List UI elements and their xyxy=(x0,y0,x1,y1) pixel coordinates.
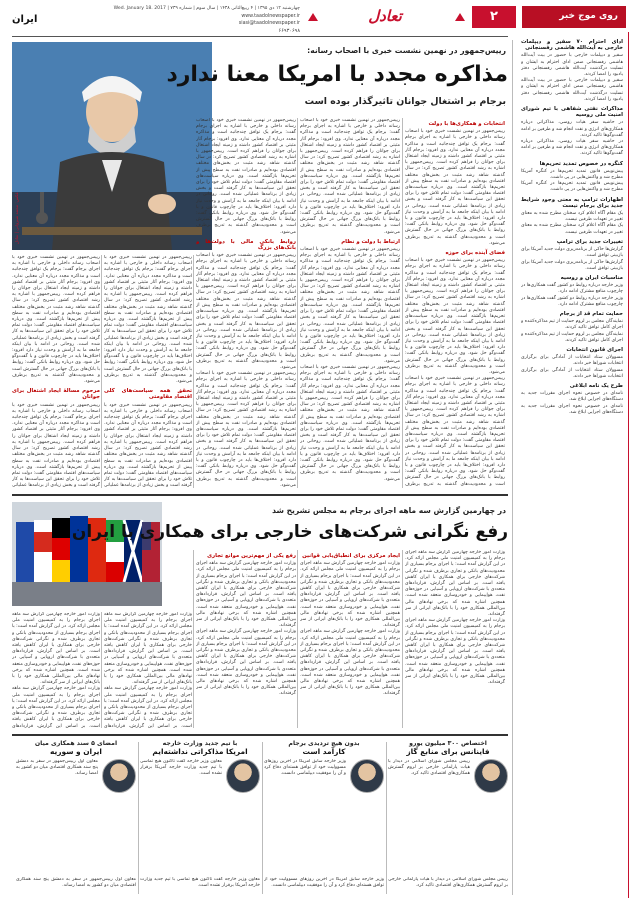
sidebar-item-title: کنگره در خصوص تمدید تحریم‌ها xyxy=(539,160,623,167)
sidebar-item-title: اجرای قانون انتخابات xyxy=(566,346,623,353)
second-title: رفع نگرانی شرکت‌های خارجی برای همکاری با ایران xyxy=(71,522,508,542)
header-rule xyxy=(12,36,508,37)
profile-kicker: بدون هیچ تردیدی برجام xyxy=(288,740,360,747)
sidebar-item-body: پیش‌نویس قانون تمدید تحریم‌ها در کنگره آمریکا مطرح شد و واکنش‌هایی در پی داشت. xyxy=(521,168,623,181)
lead-subhead: فضای آینده برای حوزه xyxy=(445,250,505,257)
second-column-4 xyxy=(104,612,192,728)
profile-body: معاون وزیر خارجه گفت تاکنون هیچ تماسی با تیم جدید وزارت خارجه آمریکا برقرار نشده است. xyxy=(140,759,222,777)
sidebar xyxy=(517,32,629,898)
second-body: وزارت امور خارجه چهارمین گزارش سه ماهه اجرای برجام را به کمیسیون امنیت ملی مجلس ارائه کرد. در این گزارش آمده است: با اجرای برجام بسیاری از محدودیت‌های بانکی و تجاری برطرف شده و نگرانی شرکت‌های خارجی برای همکاری با ایران کاهش یافته است. بر اساس این گزارش، قراردادهای متعددی با شرکت‌های اروپایی و آسیایی در حوزه‌های نفت، هواپیمایی و خودروسازی منعقد شده است. همچنین اشاره شده که برخی نهادهای مالی بین‌المللی همکاری خود را با بانک‌های ایرانی از سر گرفته‌اند. xyxy=(405,618,505,686)
profile-card xyxy=(16,740,136,896)
sidebar-item-title: مناسبات ایران و روسیه xyxy=(560,274,623,281)
sidebar-item-body: نامه‌ای در خصوص نحوه اجرای مقررات جدید به دستگاه‌های اجرایی ابلاغ شد. xyxy=(521,391,623,403)
section-rule xyxy=(12,494,508,496)
lead-subhead: روابط بانکی مالی با دولت‌ها و بانک‌های بزرگ xyxy=(196,238,296,252)
lead-subhead: مرحوم مسالهٔ ایجاد اشتغال برای جوانان xyxy=(12,388,100,401)
lead-subhead: انتخابات و همکاری‌ها با دولت xyxy=(428,121,505,127)
col-rule xyxy=(101,255,102,488)
lead-column-2 xyxy=(300,118,400,488)
sidebar-item-title: طرح یک نامه ابلاغی xyxy=(569,382,623,389)
flags-photo xyxy=(12,502,162,606)
sidebar-item-body: نامه‌ای در خصوص نحوه اجرای مقررات جدید به دستگاه‌های اجرایی ابلاغ شد. xyxy=(521,403,623,415)
profile-kicker: امضای ۵ سند همکاری میان xyxy=(34,740,118,747)
sidebar-item-body: گزارش‌ها حاکی از برنامه‌ریزی دولت جدید آمریکا برای بازبینی توافق است. xyxy=(521,247,623,259)
lead-body: رییس‌جمهور در نهمین نشست خبری خود با اصحاب رسانه داخلی و خارجی با اشاره به اجرای برجام گفت: برجام یک توافق چندجانبه است و مذاکره مجدد درباره آن معنایی ندارد. وی افزود: برجام آثار مثبتی بر اقتصاد کشور داشته و زمینه ایجاد اشتغال برای جوانان را فراهم کرده است. رییس‌جمهور با اشاره به رشد اقتصادی کشور تصریح کرد: در سال گذشته شاهد رشد مثبت در بخش‌های مختلف اقتصادی بوده‌ایم و صادرات نفت به سطح پیش از تحریم‌ها بازگشته است. وی درباره سیاست‌های اقتصاد مقاومتی گفت: دولت تمام تلاش خود را برای تحقق این سیاست‌ها به کار گرفته است و بخش زیادی از برنامه‌ها عملیاتی xyxy=(12,402,100,488)
col-rule xyxy=(262,742,263,894)
sidebar-label-box xyxy=(522,6,626,28)
second-column-1 xyxy=(405,550,505,728)
website: www.taadolnewspaper.ir xyxy=(241,14,300,19)
col-rule xyxy=(193,550,194,728)
sidebar-label: روی موج خبر xyxy=(559,11,618,21)
lead-body: رییس‌جمهور در نهمین نشست خبری خود با اصحاب رسانه داخلی و خارجی با اشاره به اجرای برجام گفت: برجام یک توافق چندجانبه است و مذاکره مجدد درباره آن معنایی ندارد. وی افزود: برجام آثار مثبتی بر اقتصاد کشور داشته و زمینه ایجاد اشتغال برای جوانان را فراهم کرده است. رییس‌جمهور با اشاره به رشد اقتصادی کشور تصریح کرد: در سال گذشته شاهد رشد مثبت در بخش‌های مختلف اقتصادی بوده‌ایم و صادرات نفت به سطح پیش از تحریم‌ها بازگشته است. وی درباره سیاست‌های اقتصاد مقاومتی گفت: دولت تمام تلاش خود را برای تحقق این سیاست‌ها به کار گرفته است و بخش زیادی از برنامه‌ها عملیاتی شده است. روحانی در ادامه با بیان اینکه جامعه ما به آرامش و وحدت نیاز دارد افزود: اختلاف‌ها باید در چارچوب قانون و با گفت‌وگو حل شود. وی درباره روابط بانکی گفت: روابط با بانک‌های بزرگ جهانی در حال گسترش است و محدودیت‌های گذشته به تدریج برطرف می‌شود. xyxy=(300,247,400,364)
sidebar-item-body: گزارش‌ها حاکی از برنامه‌ریزی دولت جدید آمریکا برای بازبینی توافق است. xyxy=(521,259,623,271)
lead-body: رییس‌جمهور در نهمین نشست خبری خود با اصحاب رسانه داخلی و خارجی با اشاره به اجرای برجام گفت: برجام یک توافق چندجانبه است و مذاکره مجدد درباره آن معنایی ندارد. وی افزود: برجام آثار مثبتی بر اقتصاد کشور داشته و زمینه ایجاد اشتغال برای جوانان را فراهم کرده است. رییس‌جمهور با اشاره به رشد اقتصادی کشور تصریح کرد: در سال گذشته شاهد رشد مثبت در بخش‌های مختلف اقتصادی بوده‌ایم و صادرات نفت به سطح پیش از تحریم‌ها بازگشته است. وی درباره سیاست‌های اقتصاد مقاومتی گفت: دولت تمام تلاش خود را برای تحقق این سیاست‌ها به کار گرفته است و بخش زیادی از برنامه‌ها عملیاتی شده است. روحانی در ادامه با بیان اینکه جامعه ما به آرامش و وحدت نیاز دارد افزود: اختلاف‌ها باید در چارچوب قانون و با گفت‌وگو حل شود. وی درباره روابط بانکی گفت: روابط با بانک‌های بزرگ جهانی در حال گسترش است و محدودیت‌های گذشته به تدریج برطرف می‌شود. xyxy=(196,118,296,235)
second-body: وزارت امور خارجه چهارمین گزارش سه ماهه اجرای برجام را به کمیسیون امنیت ملی مجلس ارائه کرد. در این گزارش آمده است: با اجرای برجام بسیاری از محدودیت‌های بانکی و تجاری برطرف شده و نگرانی شرکت‌های خارجی برای همکاری با ایران کاهش یافته است. بر اساس این گزارش، قراردادهای xyxy=(104,686,192,728)
second-column-2 xyxy=(300,550,400,728)
logo-text: تعادل xyxy=(368,7,402,25)
lead-column-3 xyxy=(196,118,296,488)
profile-kicker: با تیم جدید وزارت خارجه xyxy=(162,740,238,747)
profile-card xyxy=(388,740,508,896)
newspaper-logo xyxy=(330,6,440,30)
phone: ۶۶۹۳۰۶۹۸ xyxy=(278,28,300,34)
col-rule xyxy=(402,118,403,488)
lead-subhead: تحقق همه سیاست‌های کلی اقتصاد مقاومتی xyxy=(104,388,192,401)
lead-column-5 xyxy=(12,255,100,488)
profile-body: وزیر خارجه سابق آمریکا در آخرین روزهای مسوولیت خود از توافق هسته‌ای دفاع کرد و آن را موفقیت دیپلماسی دانست. xyxy=(264,759,346,777)
second-subhead: رفع یکی از مهم‌ترین موانع تجاری xyxy=(207,553,296,559)
profile-title: فاینانس برای منابع گاز xyxy=(406,747,490,756)
lead-body: رییس‌جمهور در نهمین نشست خبری خود با اصحاب رسانه داخلی و خارجی با اشاره به اجرای برجام گفت: برجام یک توافق چندجانبه است و مذاکره مجدد درباره آن معنایی ندارد. وی افزود: برجام آثار مثبتی بر اقتصاد کشور داشته و زمینه ایجاد اشتغال برای جوانان را فراهم کرده است. رییس‌جمهور با اشاره به رشد اقتصادی کشور تصریح کرد: در سال گذشته شاهد رشد مثبت در بخش‌های مختلف اقتصادی بوده‌ایم و صادرات نفت به سطح پیش از تحریم‌ها بازگشته است. وی درباره سیاست‌های اقتصاد مقاومتی گفت: دولت تمام تلاش خود را برای تحقق این سیاست‌ها به کار گرفته است و بخش زیادی از برنامه‌ها عملیاتی شده است. روحانی در ادامه با بیان اینکه جامعه ما به آرامش و وحدت نیاز دارد افزود: اختلاف‌ها باید در چارچوب قانون و با گفت‌وگو حل شود. وی درباره روابط بانکی گفت: روابط با بانک‌های بزرگ جهانی در حال گسترش است و محدودیت‌های گذشته به تدریج برطرف می‌شود. xyxy=(12,255,100,385)
profile-body: معاون وزیر خارجه گفت تاکنون هیچ تماسی با تیم جدید وزارت خارجه آمریکا برقرار نشده است. xyxy=(140,877,260,889)
section-name: ایران xyxy=(12,14,38,25)
lead-kicker: رییس‌جمهور در نهمین نشست خبری با اصحاب رسانه: xyxy=(307,46,506,55)
col-rule xyxy=(193,255,194,488)
logo-mark-icon xyxy=(308,13,318,21)
second-body: وزارت امور خارجه چهارمین گزارش سه ماهه اجرای برجام را به کمیسیون امنیت ملی مجلس ارائه کرد. در این گزارش آمده است: با اجرای برجام بسیاری از محدودیت‌های بانکی و تجاری برطرف شده و نگرانی شرکت‌های خارجی برای همکاری با ایران کاهش یافته است. بر اساس این گزارش، قراردادهای متعددی با شرکت‌های اروپایی و آسیایی در حوزه‌های نفت، هواپیمایی و خودروسازی منعقد شده است. همچنین اشاره شده که برخی نهادهای مالی بین‌المللی همکاری خود را با بانک‌های ایرانی از سر گرفته‌اند. xyxy=(196,561,296,629)
profile-title: امریکا مذاکراتی نداشته‌ایم xyxy=(152,747,248,756)
lead-body: رییس‌جمهور در نهمین نشست خبری خود با اصحاب رسانه داخلی و خارجی با اشاره به اجرای برجام گفت: برجام یک توافق چندجانبه است و مذاکره مجدد درباره آن معنایی ندارد. وی افزود: برجام آثار مثبتی بر اقتصاد کشور داشته و زمینه ایجاد اشتغال برای جوانان را فراهم کرده است. رییس‌جمهور با اشاره به رشد اقتصادی کشور تصریح کرد: در سال گذشته شاهد رشد مثبت در بخش‌های مختلف اقتصادی بوده‌ایم و صادرات نفت به سطح پیش از تحریم‌ها بازگشته است. وی درباره سیاست‌های اقتصاد مقاومتی گفت: دولت تمام تلاش خود را برای تحقق این سیاست‌ها به کار گرفته است و بخش زیادی از برنامه‌ها عملیاتی شده است. روحانی در ادامه با بیان اینکه جامعه ما به آرامش و وحدت نیاز دارد افزود: اختلاف‌ها باید در چارچوب قانون و با گفت‌وگو حل شود. وی درباره روابط بانکی گفت: روابط با بانک‌های بزرگ جهانی در حال گسترش است و محدودیت‌های گذشته به تدریج برطرف می‌شود. xyxy=(300,364,400,482)
col-rule xyxy=(386,742,387,894)
lead-title: مذاکره مجدد با امریکا معنا ندارد xyxy=(166,62,508,87)
lead-subhead: ارتباط با دولت و نظام xyxy=(341,238,400,245)
sidebar-item-body: یک مقام آگاه اعلام کرد سخنان مطرح شده به معنای تغییر در تعهدات طرفین نیست. xyxy=(521,211,623,223)
lead-body: رییس‌جمهور در نهمین نشست خبری خود با اصحاب رسانه داخلی و خارجی با اشاره به اجرای برجام گفت: برجام یک توافق چندجانبه است و مذاکره مجدد درباره آن معنایی ندارد. وی افزود: برجام آثار مثبتی بر اقتصاد کشور داشته و زمینه ایجاد اشتغال برای جوانان را فراهم کرده است. رییس‌جمهور با اشاره به رشد اقتصادی کشور تصریح کرد: در سال گذشته شاهد رشد مثبت در بخش‌های مختلف اقتصادی بوده‌ایم و صادرات نفت به سطح پیش از تحریم‌ها بازگشته است. وی درباره سیاست‌های اقتصاد مقاومتی گفت: دولت تمام تلاش خود را برای تحقق این سیاست‌ها به کار گرفته است و بخش زیادی از برنامه‌ها عملیاتی شده است. روحانی در ادامه با بیان اینکه جامعه ما به آرامش و وحدت نیاز دارد افزود: اختلاف‌ها باید در چارچوب قانون و با گفت‌وگو حل شود. وی درباره روابط بانکی گفت: روابط با بانک‌های بزرگ جهانی در حال گسترش است و محدودیت‌های گذشته به تدریج برطرف می‌شود. xyxy=(196,371,296,488)
profile-title: ایران و سوریه xyxy=(50,747,102,756)
profile-portrait xyxy=(102,759,136,793)
profile-body: رییس مجلس شورای اسلامی در دیدار با هیات پارلمانی خارجی بر لزوم گسترش همکاری‌های اقتصادی تاکید کرد. xyxy=(388,877,508,889)
profile-body: معاون اول رییس‌جمهور در سفر به دمشق پنج سند همکاری اقتصادی میان دو کشور به امضا رساند. xyxy=(16,877,136,889)
second-body: وزارت امور خارجه چهارمین گزارش سه ماهه اجرای برجام را به کمیسیون امنیت ملی مجلس ارائه کرد. در این گزارش آمده است: با اجرای برجام بسیاری از محدودیت‌های بانکی و تجاری برطرف شده و نگرانی شرکت‌های خارجی برای همکاری با ایران کاهش یافته است. بر اساس این گزارش، قراردادهای متعددی با شرکت‌های اروپایی و آسیایی در حوزه‌های نفت، هواپیمایی و خودروسازی منعقد شده است. همچنین اشاره شده که برخی نهادهای مالی بین‌المللی همکاری خود را با بانک‌های ایرانی از سر گرفته‌اند. xyxy=(300,629,400,697)
second-body: وزارت امور خارجه چهارمین گزارش سه ماهه اجرای برجام را به کمیسیون امنیت ملی مجلس ارائه کرد. در این گزارش آمده است: با اجرای برجام بسیاری از محدودیت‌های بانکی و تجاری برطرف شده و نگرانی شرکت‌های خارجی برای همکاری با ایران کاهش یافته است. بر اساس این گزارش، قراردادهای متعددی با شرکت‌های اروپایی و آسیایی در حوزه‌های نفت، هواپیمایی و خودروسازی منعقد شده است. همچنین اشاره شده که برخی نهادهای مالی بین‌المللی همکاری خود را با بانک‌های ایرانی از سر گرفته‌اند. xyxy=(300,561,400,629)
lead-body: رییس‌جمهور در نهمین نشست خبری خود با اصحاب رسانه داخلی و خارجی با اشاره به اجرای برجام گفت: برجام یک توافق چندجانبه است و مذاکره مجدد درباره آن معنایی ندارد. وی افزود: برجام آثار مثبتی بر اقتصاد کشور داشته و زمینه ایجاد اشتغال برای جوانان را فراهم کرده است. رییس‌جمهور با اشاره به رشد اقتصادی کشور تصریح کرد: در سال گذشته شاهد رشد مثبت در بخش‌های مختلف اقتصادی بوده‌ایم و صادرات نفت به سطح پیش از تحریم‌ها بازگشته است. وی درباره سیاست‌های اقتصاد مقاومتی گفت: دولت تمام تلاش خود را برای تحقق این سیاست‌ها به کار گرفته است و بخش زیادی از برنامه‌ها عملیاتی شده است. روحانی در ادامه با بیان اینکه جامعه ما به آرامش و وحدت نیاز دارد افزود: اختلاف‌ها باید در چارچوب قانون و با گفت‌وگو حل شود. وی درباره روابط بانکی گفت: روابط با بانک‌های بزرگ جهانی در حال گسترش است و محدودیت‌های گذشته به تدریج برطرف می‌شود. xyxy=(405,258,505,375)
lead-body: رییس‌جمهور در نهمین نشست خبری خود با اصحاب رسانه داخلی و خارجی با اشاره به اجرای برجام گفت: برجام یک توافق چندجانبه است و مذاکره مجدد درباره آن معنایی ندارد. وی افزود: برجام آثار مثبتی بر اقتصاد کشور داشته و زمینه ایجاد اشتغال برای جوانان را فراهم کرده است. رییس‌جمهور با اشاره به رشد اقتصادی کشور تصریح کرد: در سال گذشته شاهد رشد مثبت در بخش‌های مختلف اقتصادی بوده‌ایم و صادرات نفت به سطح پیش از تحریم‌ها بازگشته است. وی درباره سیاست‌های اقتصاد مقاومتی گفت: دولت تمام تلاش خود را برای تحقق این سیاست‌ها به کار گرفته است و بخش زیادی از برنامه‌ها عملیاتی شده است. روحانی در ادامه با بیان اینکه جامعه ما به آرامش و وحدت نیاز دارد افزود: اختلاف‌ها باید در چارچوب قانون و با گفت‌وگو حل شود. وی درباره روابط بانکی گفت: روابط با بانک‌های بزرگ جهانی در حال گسترش است و محدودیت‌های گذشته به تدریج برطرف می‌شود. xyxy=(300,118,400,235)
lead-column-1 xyxy=(405,118,505,488)
sidebar-item-title: حمایت تمام قد از برجام xyxy=(559,310,623,317)
sidebar-item-body: وزیر خارجه درباره روابط دو کشور گفت همکاری‌ها در چارچوب منافع مشترک ادامه دارد. xyxy=(521,283,623,295)
second-body: وزارت امور خارجه چهارمین گزارش سه ماهه اجرای برجام را به کمیسیون امنیت ملی مجلس ارائه کرد. در این گزارش آمده است: با اجرای برجام بسیاری از محدودیت‌های بانکی و تجاری برطرف شده و نگرانی شرکت‌های خارجی برای همکاری با ایران کاهش یافته است. بر اساس این گزارش، قراردادهای xyxy=(12,686,100,728)
photo-credit: عکس: محمد شیروانی | تعادل xyxy=(14,192,19,245)
sidebar-item-body: در حاشیه سفر هیات روسی، مذاکراتی درباره همکاری‌های انرژی و نفت انجام شد و طرفین بر ادامه گفت‌وگوها تاکید کردند. xyxy=(521,139,623,157)
profile-title: کارآمد است xyxy=(302,747,346,756)
sidebar-item-body: پیش‌نویس قانون تمدید تحریم‌ها در کنگره آمریکا مطرح شد و واکنش‌هایی در پی داشت. xyxy=(521,181,623,193)
profile-body: رییس مجلس شورای اسلامی در دیدار با هیات پارلمانی خارجی بر لزوم گسترش همکاری‌های اقتصادی تاکید کرد. xyxy=(388,759,470,777)
lead-body: رییس‌جمهور در نهمین نشست خبری خود با اصحاب رسانه داخلی و خارجی با اشاره به اجرای برجام گفت: برجام یک توافق چندجانبه است و مذاکره مجدد درباره آن معنایی ندارد. وی افزود: برجام آثار مثبتی بر اقتصاد کشور داشته و زمینه ایجاد اشتغال برای جوانان را فراهم کرده است. رییس‌جمهور با اشاره به رشد اقتصادی کشور تصریح کرد: در سال گذشته شاهد رشد مثبت در بخش‌های مختلف اقتصادی بوده‌ایم و صادرات نفت به سطح پیش از تحریم‌ها بازگشته است. وی درباره سیاست‌های اقتصاد مقاومتی گفت: دولت تمام تلاش خود را برای تحقق این سیاست‌ها به کار گرفته است و بخش زیادی از برنامه‌ها عملیاتی شده است. روحانی در ادامه با بیان اینکه جامعه ما به آرامش و وحدت نیاز دارد افزود: اختلاف‌ها باید در چارچوب قانون و با گفت‌وگو حل شود. وی درباره روابط بانکی گفت: روابط با بانک‌های بزرگ جهانی در حال گسترش است و محدودیت‌های گذشته به تدریج برطرف می‌شود. xyxy=(104,255,192,385)
logo-mark-icon xyxy=(455,13,465,21)
lead-body: رییس‌جمهور در نهمین نشست خبری خود با اصحاب رسانه داخلی و خارجی با اشاره به اجرای برجام گفت: برجام یک توافق چندجانبه است و مذاکره مجدد درباره آن معنایی ندارد. وی افزود: برجام آثار مثبتی بر اقتصاد کشور داشته و زمینه ایجاد اشتغال برای جوانان را فراهم کرده است. رییس‌جمهور با اشاره به رشد اقتصادی کشور تصریح کرد: در سال گذشته شاهد رشد مثبت در بخش‌های مختلف اقتصادی بوده‌ایم و صادرات نفت به سطح پیش از تحریم‌ها بازگشته است. وی درباره سیاست‌های اقتصاد مقاومتی گفت: دولت تمام تلاش خود را برای تحقق این سیاست‌ها به کار گرفته است و بخش زیادی از برنامه‌ها عملیاتی شده است. روحانی در ادامه با بیان اینکه جامعه ما به آرامش و وحدت نیاز دارد افزود: اختلاف‌ها باید در چارچوب قانون و با گفت‌وگو حل شود. وی درباره روابط بانکی گفت: روابط با بانک‌های بزرگ جهانی در حال گسترش است و محدودیت‌های گذشته به تدریج برطرف xyxy=(405,376,505,487)
sidebar-item-body: در حاشیه سفر هیات روسی، مذاکراتی درباره همکاری‌های انرژی و نفت انجام شد و طرفین بر ادامه گفت‌وگوها تاکید کردند. xyxy=(521,120,623,138)
second-body: وزارت امور خارجه چهارمین گزارش سه ماهه اجرای برجام را به کمیسیون امنیت ملی مجلس ارائه کرد. در این گزارش آمده است: با اجرای برجام بسیاری از محدودیت‌های بانکی و تجاری برطرف شده و نگرانی شرکت‌های خارجی برای همکاری با ایران کاهش یافته است. بر اساس این گزارش، قراردادهای متعددی با شرکت‌های اروپایی و آسیایی در حوزه‌های نفت، هواپیمایی و خودروسازی منعقد شده است. همچنین اشاره شده که برخی نهادهای مالی بین‌المللی همکاری خود را با بانک‌های ایرانی از سر گرفته‌اند. xyxy=(405,550,505,618)
sidebar-item-body: مسوولان ستاد انتخابات از آمادگی برای برگزاری انتخابات شوراها خبر دادند. xyxy=(521,367,623,379)
col-rule xyxy=(297,118,298,488)
col-rule xyxy=(402,550,403,728)
profile-card xyxy=(140,740,260,896)
date-line: چهارشنبه ۱۲ دی ۱۳۹۵ | ۴ ربیع‌الثانی ۱۴۳۸ | سال سوم | شماره ۷۳۹ | Wed. January 18. 2017 xyxy=(113,6,300,11)
second-body: وزارت امور خارجه چهارمین گزارش سه ماهه اجرای برجام را به کمیسیون امنیت ملی مجلس ارائه کرد. در این گزارش آمده است: با اجرای برجام بسیاری از محدودیت‌های بانکی و تجاری برطرف شده و نگرانی شرکت‌های خارجی برای همکاری با ایران کاهش یافته است. بر اساس این گزارش، قراردادهای متعددی با شرکت‌های اروپایی و آسیایی در حوزه‌های نفت، هواپیمایی و خودروسازی منعقد شده است. همچنین اشاره شده که برخی نهادهای مالی بین‌المللی همکاری خود را با بانک‌های ایرانی از سر گرفته‌اند. xyxy=(12,612,100,686)
lead-subtitle: برجام بر اشتغال جوانان تاثیرگذار بوده است xyxy=(304,96,506,107)
sidebar-item-body: وزیر خارجه درباره روابط دو کشور گفت همکاری‌ها در چارچوب منافع مشترک ادامه دارد. xyxy=(521,295,623,307)
second-kicker: در چهارمین گزارش سه ماهه اجرای برجام به مجلس تشریح شد xyxy=(272,506,506,515)
profile-portrait xyxy=(350,759,384,793)
lead-column-4 xyxy=(104,255,192,488)
col-rule xyxy=(101,612,102,728)
col-rule xyxy=(297,550,298,728)
sidebar-divider xyxy=(512,40,513,895)
second-subhead: ایجاد مرکزی برای انطباق‌یابی قوانین xyxy=(302,553,400,559)
col-rule xyxy=(138,742,139,894)
email: siasi@taadolnewspaper.ir xyxy=(238,21,300,26)
second-column-5 xyxy=(12,612,100,728)
page-number: ۲ xyxy=(490,9,498,24)
second-body: وزارت امور خارجه چهارمین گزارش سه ماهه اجرای برجام را به کمیسیون امنیت ملی مجلس ارائه کرد. در این گزارش آمده است: با اجرای برجام بسیاری از محدودیت‌های بانکی و تجاری برطرف شده و نگرانی شرکت‌های خارجی برای همکاری با ایران کاهش یافته است. بر اساس این گزارش، قراردادهای متعددی با شرکت‌های اروپایی و آسیایی در حوزه‌های نفت، هواپیمایی و خودروسازی منعقد شده است. همچنین اشاره شده که برخی نهادهای مالی بین‌المللی همکاری خود را با بانک‌های ایرانی از سر گرفته‌اند. xyxy=(196,629,296,697)
sidebar-item-body: سفیر و دیپلمات خارجی با حضور در بیت آیت‌الله هاشمی رفسنجانی ضمن ادای احترام به ایشان و تسلیت درگذشت آیت‌الله هاشمی رفسنجانی دفتر یادبود را امضا کردند. xyxy=(521,78,623,102)
profile-portrait xyxy=(226,759,260,793)
profile-body: وزیر خارجه سابق آمریکا در آخرین روزهای مسوولیت خود از توافق هسته‌ای دفاع کرد و آن را موفقیت دیپلماسی دانست. xyxy=(264,877,384,889)
lead-body: رییس‌جمهور در نهمین نشست خبری خود با اصحاب رسانه داخلی و خارجی با اشاره به اجرای برجام گفت: برجام یک توافق چندجانبه است و مذاکره مجدد درباره آن معنایی ندارد. وی افزود: برجام آثار مثبتی بر اقتصاد کشور داشته و زمینه ایجاد اشتغال برای جوانان را فراهم کرده است. رییس‌جمهور با اشاره به رشد اقتصادی کشور تصریح کرد: در سال گذشته شاهد رشد مثبت در بخش‌های مختلف اقتصادی بوده‌ایم و صادرات نفت به سطح پیش از تحریم‌ها بازگشته است. وی درباره سیاست‌های اقتصاد مقاومتی گفت: دولت تمام تلاش خود را برای تحقق این سیاست‌ها به کار گرفته است و بخش زیادی از برنامه‌ها عملیاتی شده است. روحانی در ادامه با بیان اینکه جامعه ما به آرامش و وحدت نیاز دارد افزود: اختلاف‌ها باید در چارچوب قانون و با گفت‌وگو حل شود. وی درباره روابط بانکی گفت: روابط با بانک‌های بزرگ جهانی در حال گسترش است و محدودیت‌های گذشته به تدریج برطرف می‌شود. xyxy=(405,129,505,246)
profile-body: معاون اول رییس‌جمهور در سفر به دمشق پنج سند همکاری اقتصادی میان دو کشور به امضا رساند. xyxy=(16,759,98,777)
sidebar-item-body: نمایندگان مجلس بر لزوم حمایت از تیم مذاکره‌کننده و اجرای کامل توافق تاکید کردند. xyxy=(521,319,623,331)
sidebar-item-body: مسوولان ستاد انتخابات از آمادگی برای برگزاری انتخابات شوراها خبر دادند. xyxy=(521,355,623,367)
second-column-3 xyxy=(196,550,296,728)
sidebar-item-body: یک مقام آگاه اعلام کرد سخنان مطرح شده به معنای تغییر در تعهدات طرفین نیست. xyxy=(521,223,623,235)
profile-card xyxy=(264,740,384,896)
sidebar-item-title: مذاکرات نفتی شفاهی با تیم شورای امنیت ملی روسیه xyxy=(521,106,623,119)
page-number-box xyxy=(472,6,516,28)
lead-body: رییس‌جمهور در نهمین نشست خبری خود با اصحاب رسانه داخلی و خارجی با اشاره به اجرای برجام گفت: برجام یک توافق چندجانبه است و مذاکره مجدد درباره آن معنایی ندارد. وی افزود: برجام آثار مثبتی بر اقتصاد کشور داشته و زمینه ایجاد اشتغال برای جوانان را فراهم کرده است. رییس‌جمهور با اشاره به رشد اقتصادی کشور تصریح کرد: در سال گذشته شاهد رشد مثبت در بخش‌های مختلف اقتصادی بوده‌ایم و صادرات نفت به سطح پیش از تحریم‌ها بازگشته است. وی درباره سیاست‌های اقتصاد مقاومتی گفت: دولت تمام تلاش خود را برای تحقق این سیاست‌ها به کار گرفته است و بخش زیادی از برنامه‌ها عملیاتی شده است. روحانی در ادامه با بیان اینکه جامعه ما به آرامش و وحدت نیاز دارد افزود: اختلاف‌ها باید در چارچوب قانون و با گفت‌وگو حل شود. وی درباره روابط بانکی گفت: روابط با بانک‌های بزرگ جهانی در حال گسترش است و محدودیت‌های گذشته به تدریج برطرف می‌شود. xyxy=(196,253,296,370)
section-rule xyxy=(12,734,508,736)
sidebar-item-title: ادای احترام ۷۰ سفیر و دیپلمات خارجی به آیت‌الله هاشمی رفسنجانی xyxy=(521,39,623,52)
second-body: وزارت امور خارجه چهارمین گزارش سه ماهه اجرای برجام را به کمیسیون امنیت ملی مجلس ارائه کرد. در این گزارش آمده است: با اجرای برجام بسیاری از محدودیت‌های بانکی و تجاری برطرف شده و نگرانی شرکت‌های خارجی برای همکاری با ایران کاهش یافته است. بر اساس این گزارش، قراردادهای متعددی با شرکت‌های اروپایی و آسیایی در حوزه‌های نفت، هواپیمایی و خودروسازی منعقد شده است. همچنین اشاره شده که برخی نهادهای مالی بین‌المللی همکاری خود را با بانک‌های ایرانی از سر گرفته‌اند. xyxy=(104,612,192,686)
profile-portrait xyxy=(474,759,508,793)
lead-body: رییس‌جمهور در نهمین نشست خبری خود با اصحاب رسانه داخلی و خارجی با اشاره به اجرای برجام گفت: برجام یک توافق چندجانبه است و مذاکره مجدد درباره آن معنایی ندارد. وی افزود: برجام آثار مثبتی بر اقتصاد کشور داشته و زمینه ایجاد اشتغال برای جوانان را فراهم کرده است. رییس‌جمهور با اشاره به رشد اقتصادی کشور تصریح کرد: در سال گذشته شاهد رشد مثبت در بخش‌های مختلف اقتصادی بوده‌ایم و صادرات نفت به سطح پیش از تحریم‌ها بازگشته است. وی درباره سیاست‌های اقتصاد مقاومتی گفت: دولت تمام تلاش خود را برای تحقق این سیاست‌ها به کار گرفته است و بخش زیادی از برنامه‌ها عملیاتی xyxy=(104,402,192,488)
sidebar-column xyxy=(521,36,623,892)
sidebar-item-title: تغییرات جدید برای ترامپ xyxy=(556,238,623,245)
sidebar-item-body: سفیر و دیپلمات خارجی با حضور در بیت آیت‌الله هاشمی رفسنجانی ضمن ادای احترام به ایشان و تسلیت درگذشت آیت‌الله هاشمی رفسنجانی دفتر یادبود را امضا کردند. xyxy=(521,53,623,78)
profile-kicker: اختصاص ۳۰۰ میلیون یورو xyxy=(409,740,487,747)
flag-icon xyxy=(12,502,162,606)
sidebar-item-title: اظهارات ترامپ به معنی وجود شرایط جدید برای برجام نیست xyxy=(521,196,623,209)
sidebar-item-body: نمایندگان مجلس بر لزوم حمایت از تیم مذاکره‌کننده و اجرای کامل توافق تاکید کردند. xyxy=(521,331,623,343)
